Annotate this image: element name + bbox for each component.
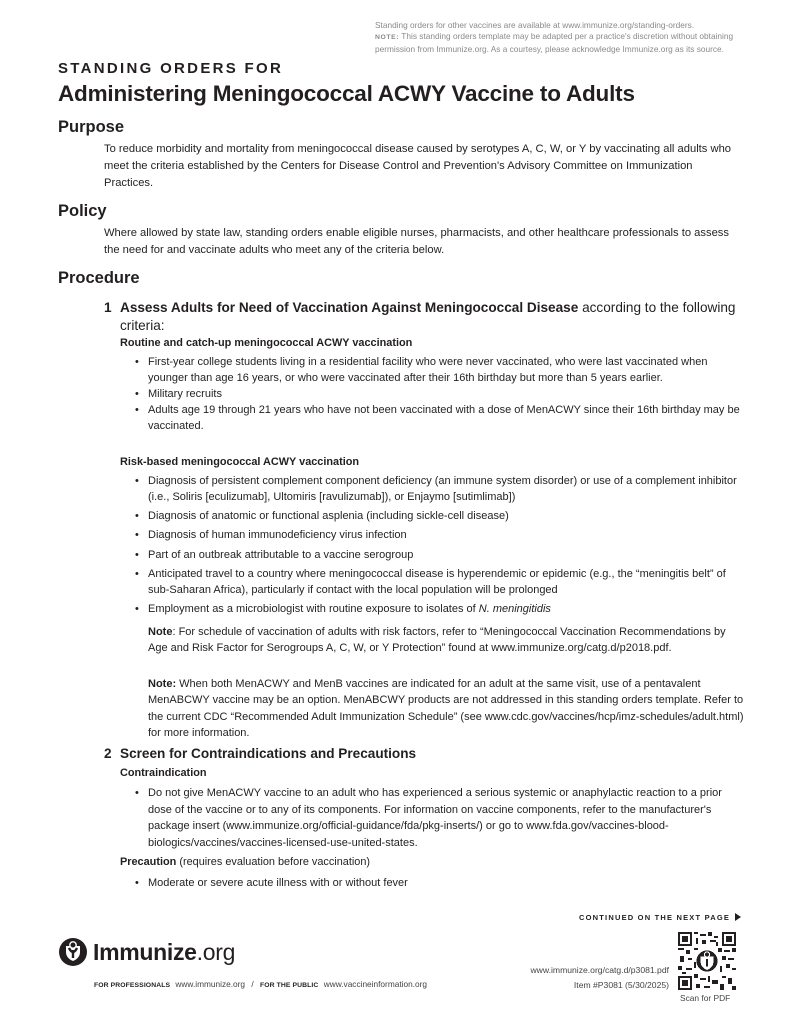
top-note-line: Standing orders for other vaccines are available at www.immunize.org/standing-orders. <box>375 20 695 30</box>
precaution-label: Precaution <box>120 856 177 868</box>
top-note-disclaimer <box>375 31 745 55</box>
step-1-title: Assess Adults for Need of Vaccination Against Meningococcal Disease <box>120 300 579 315</box>
immunize-shield-icon <box>58 937 88 967</box>
list-item: • Part of an outbreak attributable to a vaccine serogroup <box>133 547 745 563</box>
note-label: Note <box>148 626 173 638</box>
list-item: • Anticipated travel to a country where meningococcal disease is hyperendemic or epidemic (e.g., the “meningitis belt” of sub-Saharan Africa), particularly if contact with the local population will be prolonged <box>133 566 745 598</box>
list-item: • Moderate or severe acute illness with or without fever <box>133 875 745 891</box>
list-item: • Diagnosis of human immunodeficiency virus infection <box>133 527 745 543</box>
pdf-info <box>530 963 669 993</box>
note-text: : For schedule of vaccination of adults with risk factors, refer to “Meningococcal Vaccination Recommendations by Age and Risk Factor for Serogroups A, C, W, or Y Protection” found at www.immunize.org/catg.d/p2018.pdf. <box>148 626 726 655</box>
note-label: Note: <box>148 678 177 690</box>
contraindication-list <box>133 785 745 851</box>
top-note <box>375 20 745 55</box>
pdf-link[interactable]: www.immunize.org/catg.d/p3081.pdf <box>530 965 669 975</box>
list-item: • Do not give MenACWY vaccine to an adult who has experienced a serious systemic or anaphylactic reaction to a prior dose of the vaccine or to any of its components. For information on vaccine components, refer to the manufacturer's package insert (www.immunize.org/official-guidance/fda/pkg-inserts/) or go to www.fda.gov/vaccines-blood-biologics/vaccines/vaccines-licensed-use-united-states. <box>133 785 745 851</box>
item-number: Item #P3081 (5/30/2025) <box>573 980 669 990</box>
professionals-label: FOR PROFESSIONALS <box>94 982 171 989</box>
routine-list <box>133 354 745 434</box>
precaution-subheading <box>120 856 370 868</box>
routine-subheading: Routine and catch-up meningococcal ACWY vaccination <box>120 337 413 349</box>
step-number: 2 <box>104 746 112 761</box>
list-item: • Adults age 19 through 21 years who have not been vaccinated with a dose of MenACWY since their 16th birthday may be vaccinated. <box>133 402 745 434</box>
policy-text: Where allowed by state law, standing orders enable eligible nurses, pharmacists, and other healthcare professionals to assess the need for and vaccinate adults who meet any of the criteria below. <box>104 227 729 257</box>
step-1-heading <box>104 299 744 334</box>
risk-subheading: Risk-based meningococcal ACWY vaccination <box>120 456 360 468</box>
continued-notice <box>579 913 741 922</box>
procedure-heading: Procedure <box>58 269 140 287</box>
risk-list <box>133 473 745 620</box>
note-text: When both MenACWY and MenB vaccines are indicated for an adult at the same visit, use of a pentavalent MenABCWY vaccine may be an option. MenABCWY products are not addressed in this standing orders template. Refer to the current CDC “Recommended Adult Immunization Schedule” (see www.cdc.gov/vaccines/hcp/imz-schedules/adult.html) for more information. <box>148 678 744 740</box>
policy-heading: Policy <box>58 202 107 220</box>
continued-text: CONTINUED ON THE NEXT PAGE <box>579 913 731 922</box>
page-kicker: STANDING ORDERS FOR <box>58 60 284 77</box>
purpose-heading: Purpose <box>58 118 125 136</box>
step-number: 1 <box>104 300 112 315</box>
footer-links <box>94 979 427 989</box>
page-title: Administering Meningococcal ACWY Vaccine to Adults <box>58 81 635 106</box>
brand-suffix: .org <box>196 938 236 965</box>
triangle-right-icon <box>735 913 741 921</box>
brand-name <box>93 939 235 966</box>
list-item: • First-year college students living in a residential facility who were never vaccinated, who were last vaccinated when younger than age 16 years, or who were vaccinated after their 16th birthday but more than 5 years earlier. <box>133 354 745 386</box>
list-item: • Diagnosis of anatomic or functional asplenia (including sickle-cell disease) <box>133 508 745 524</box>
precaution-note: (requires evaluation before vaccination) <box>176 856 371 868</box>
purpose-text: To reduce morbidity and mortality from meningococcal disease caused by serotypes A, C, W, or Y by vaccinating all adults who meet the criteria established by the Centers for Disease Control and Prevention's Advisory Committee on Immunization Practices. <box>104 143 732 190</box>
list-item: • Diagnosis of persistent complement component deficiency (an immune system disorder) or use of a complement inhibitor (i.e., Soliris [eculizumab], Ultomiris [ravulizumab]), or Enjaymo [sutimlimab]) <box>133 473 745 505</box>
qr-caption: Scan for PDF <box>680 993 731 1003</box>
immunize-logo <box>58 934 235 970</box>
note-menabcwy <box>148 676 746 742</box>
step-2-heading <box>104 745 744 763</box>
step-1-title-rest: according to the following criteria: <box>120 300 736 333</box>
public-link[interactable]: www.vaccineinformation.org <box>323 979 428 989</box>
note-label: NOTE: <box>375 34 400 42</box>
list-item: • Military recruits <box>133 386 745 402</box>
note-text: This standing orders template may be adapted per a practice's discretion without obtaining permission from Immunize.org. As a courtesy, please acknowledge Immunize.org as its source. <box>375 31 734 54</box>
public-label: FOR THE PUBLIC <box>259 982 319 989</box>
note-risk-schedule <box>148 624 746 657</box>
qr-code-icon[interactable] <box>678 932 736 990</box>
step-2-title: Screen for Contraindications and Precautions <box>120 746 417 761</box>
list-item <box>133 601 745 617</box>
brand-main: Immunize <box>93 938 197 965</box>
contraindication-subheading: Contraindication <box>120 767 207 779</box>
list-item-italic: N. meningitidis <box>478 602 551 615</box>
precaution-list <box>133 875 745 891</box>
list-item-text: Employment as a microbiologist with routine exposure to isolates of <box>148 602 479 615</box>
footer-separator: / <box>251 979 254 989</box>
professionals-link[interactable]: www.immunize.org <box>175 979 246 989</box>
